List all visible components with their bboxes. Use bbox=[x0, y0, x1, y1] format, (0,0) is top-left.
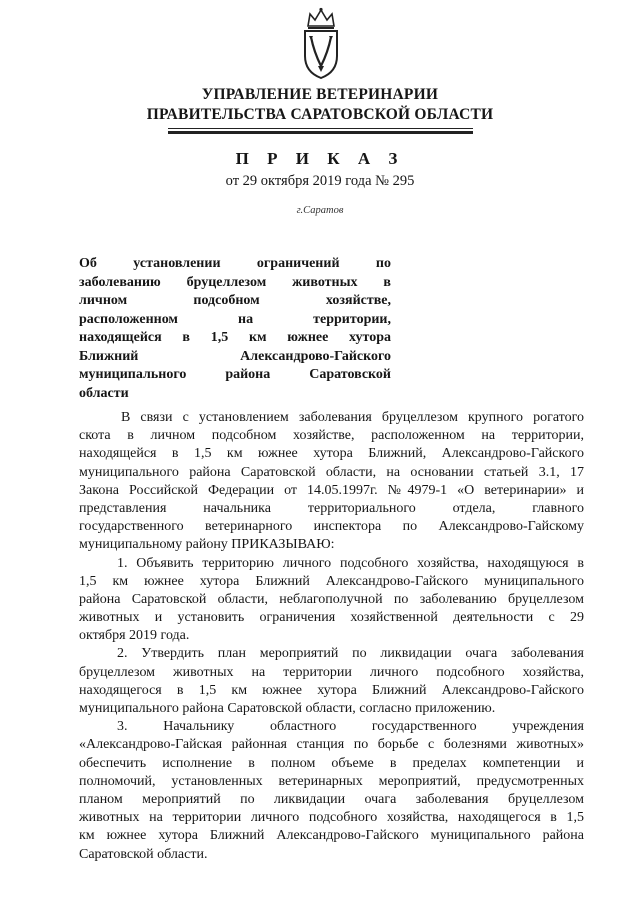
clause-3-line: животных на территории личного подсобного хозяйства, находящегося в 1,5 bbox=[79, 810, 584, 826]
clause-3-line: обеспечить исполнение в полном объеме в пределах компетенции и bbox=[79, 755, 584, 771]
order-subject bbox=[79, 256, 391, 404]
preamble-line: представления начальника территориального отдела, главного bbox=[79, 500, 584, 516]
clause-1-line: района Саратовской области, неблагополучной по заболеванию бруцеллезом bbox=[79, 591, 584, 607]
subject-line: заболеванию бруцеллезом животных в bbox=[79, 274, 391, 290]
preamble-line: В связи с установлением заболевания бруцеллезом крупного рогатого bbox=[121, 410, 584, 425]
subject-line: личном подсобном хозяйстве, bbox=[79, 293, 391, 308]
saratov-coat-of-arms-icon bbox=[300, 6, 342, 80]
preamble-line: скота в личном подсобном хозяйстве, расположенном на территории, bbox=[79, 428, 584, 444]
organization-name-line-2: ПРАВИТЕЛЬСТВА САРАТОВСКОЙ ОБЛАСТИ bbox=[146, 106, 494, 123]
order-title: П Р И К А З bbox=[235, 149, 405, 168]
subject-line: Об установлении ограничений по bbox=[79, 256, 391, 271]
header-divider-thin bbox=[168, 128, 473, 129]
order-city: г.Саратов bbox=[296, 205, 344, 216]
preamble-line: муниципального района Саратовской области, на основании статьей 3.1, 17 bbox=[79, 464, 584, 480]
clause-2-line: 2. Утвердить план мероприятий по ликвидации очага заболевания bbox=[117, 646, 584, 662]
clause-2-line: муниципального района Саратовской области, согласно приложению. bbox=[79, 701, 496, 716]
preamble-line: находящейся в 1,5 км южнее хутора Ближний, Александрово-Гайского bbox=[79, 446, 584, 462]
clause-1-line: октября 2019 года. bbox=[79, 628, 190, 644]
subject-line: области bbox=[79, 385, 129, 401]
clause-3-line: «Александрово-Гайская районная станция по борьбе с болезнями животных» bbox=[79, 737, 584, 753]
clause-1-line: животных и установить ограничения хозяйственной деятельности с 29 bbox=[79, 610, 584, 626]
header-divider-thick bbox=[168, 131, 473, 134]
order-date-number: от 29 октября 2019 года № 295 bbox=[225, 173, 415, 189]
clause-1-line: 1. Объявить территорию личного подсобного хозяйства, находящуюся в bbox=[117, 555, 584, 571]
subject-line: расположенном на территории, bbox=[79, 311, 391, 327]
preamble-line: муниципальному району ПРИКАЗЫВАЮ: bbox=[79, 537, 335, 553]
clause-3-line: км южнее хутора Ближний Александрово-Гайского муниципального района bbox=[79, 828, 584, 844]
organization-name-line-1: УПРАВЛЕНИЕ ВЕТЕРИНАРИИ bbox=[201, 86, 439, 103]
preamble-line: государственного ветеринарного инспектора по Александрово-Гайскому bbox=[79, 519, 584, 535]
clause-3-line: Саратовской области. bbox=[79, 846, 208, 862]
clause-2-line: бруцеллезом животных на территории личного подсобного хозяйства, bbox=[79, 664, 584, 680]
clause-1-line: 1,5 км южнее хутора Ближний Александрово-Гайского муниципального bbox=[79, 573, 584, 589]
clause-2-line: находящегося в 1,5 км южнее хутора Ближний Александрово-Гайского bbox=[79, 682, 584, 698]
subject-line: находящейся в 1,5 км южнее хутора bbox=[79, 330, 391, 345]
clause-3-line: планом мероприятий по ликвидации очага заболевания бруцеллезом bbox=[79, 791, 584, 807]
order-body bbox=[79, 410, 584, 865]
preamble-line: Закона Российской Федерации от 14.05.1997г. №4979-1 «О ветеринарии» и bbox=[79, 482, 584, 498]
clause-3-line: полномочий, установленных ветеринарных мероприятий, предусмотренных bbox=[79, 773, 584, 789]
subject-line: Ближний Александрово-Гайского bbox=[79, 348, 391, 364]
subject-line: муниципального района Саратовской bbox=[79, 367, 391, 382]
clause-3-line: 3. Начальнику областного государственного учреждения bbox=[117, 719, 584, 735]
